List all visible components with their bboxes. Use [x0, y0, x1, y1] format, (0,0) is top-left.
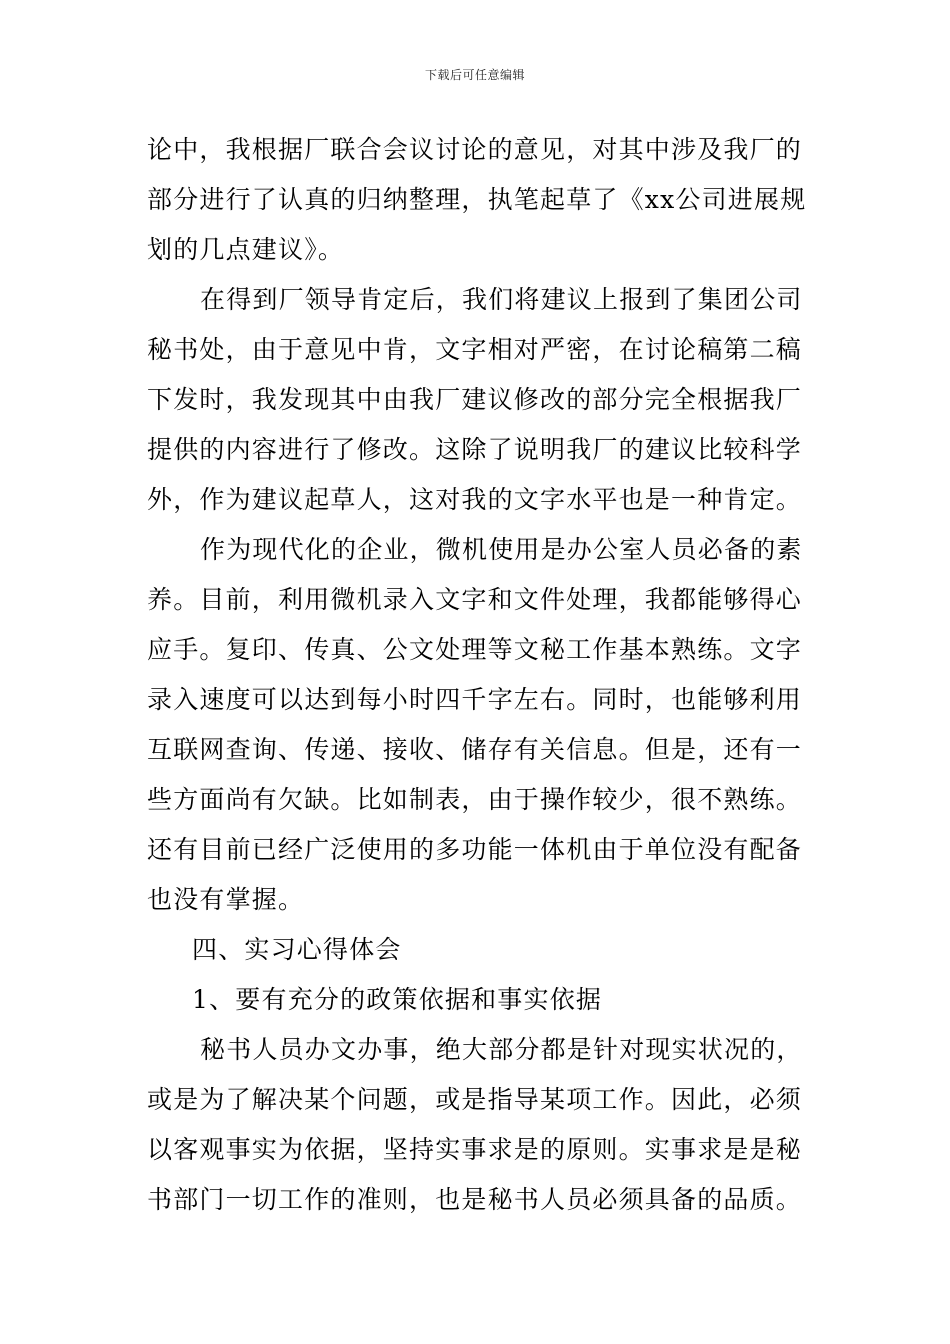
- section-heading: 四、实习心得体会: [192, 935, 402, 964]
- text-line: 秘书人员办文办事，绝大部分都是针对现实状况的，: [200, 1035, 803, 1064]
- text-line: 些方面尚有欠缺。比如制表，由于操作较少，很不熟练。: [147, 785, 803, 814]
- text-line: 外，作为建议起草人，这对我的文字水平也是一种肯定。: [147, 485, 803, 514]
- text-line: 作为现代化的企业，微机使用是办公室人员必备的素: [200, 535, 803, 564]
- text-line: 养。目前，利用微机录入文字和文件处理，我都能够得心: [147, 585, 803, 614]
- text-line: 划的几点建议》。: [147, 235, 345, 264]
- text-line: 以客观事实为依据，坚持实事求是的原则。实事求是是秘: [147, 1135, 803, 1164]
- text-line: 秘书处，由于意见中肯，文字相对严密，在讨论稿第二稿: [147, 335, 803, 364]
- text-line: 下发时，我发现其中由我厂建议修改的部分完全根据我厂: [147, 385, 803, 414]
- text-line: 录入速度可以达到每小时四千字左右。同时，也能够利用: [147, 685, 803, 714]
- page-header: 下载后可任意编辑: [424, 68, 525, 82]
- text-line: 书部门一切工作的准则，也是秘书人员必须具备的品质。: [147, 1185, 803, 1214]
- text-line: 应手。复印、传真、公文处理等文秘工作基本熟练。文字: [147, 635, 803, 664]
- text-line: 还有目前已经广泛使用的多功能一体机由于单位没有配备: [147, 835, 803, 864]
- subsection-heading: 1、要有充分的政策依据和事实依据: [192, 985, 603, 1014]
- text-line: 提供的内容进行了修改。这除了说明我厂的建议比较科学: [147, 435, 803, 464]
- text-line: 论中，我根据厂联合会议讨论的意见，对其中涉及我厂的: [147, 135, 803, 164]
- text-line: 或是为了解决某个问题，或是指导某项工作。因此，必须: [147, 1085, 803, 1114]
- text-line: 在得到厂领导肯定后，我们将建议上报到了集团公司: [200, 285, 803, 314]
- text-line: 也没有掌握。: [147, 885, 305, 914]
- text-line: 互联网查询、传递、接收、储存有关信息。但是，还有一: [147, 735, 803, 764]
- text-line: 部分进行了认真的归纳整理，执笔起草了《xx公司进展规: [147, 185, 807, 214]
